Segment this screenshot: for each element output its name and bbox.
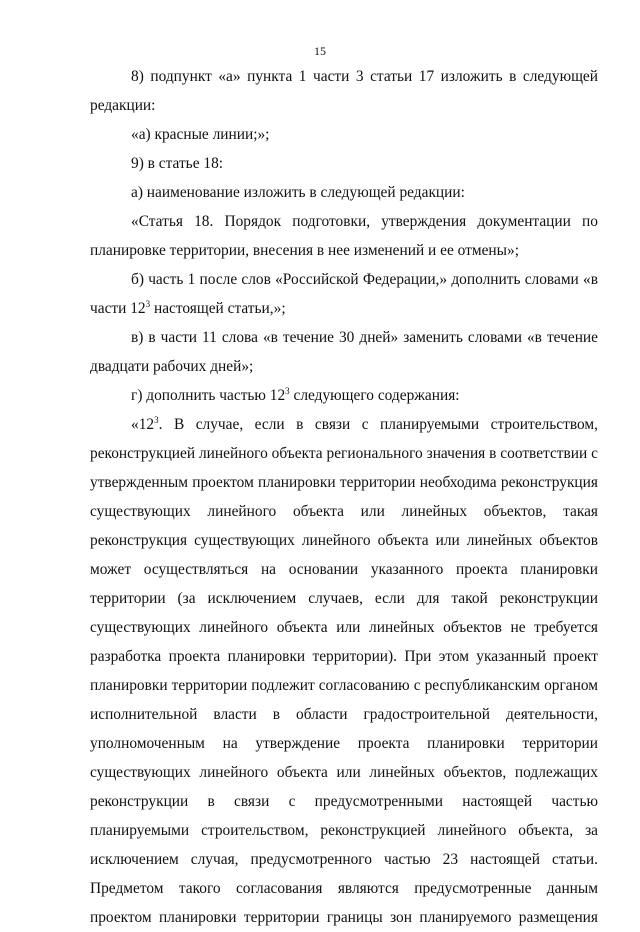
text-segment: настоящей статьи,»; bbox=[150, 300, 286, 317]
paragraph-item-8 bbox=[90, 62, 598, 120]
paragraph-line: территории (за исключением случаев, если для такой реконструкции bbox=[90, 590, 598, 607]
paragraph-line: двадцати рабочих дней»; bbox=[90, 358, 254, 375]
text-segment: части 12 bbox=[90, 300, 146, 317]
paragraph-line: планируемыми строительством, реконструкцией линейного объекта, за bbox=[90, 822, 598, 839]
paragraph-line: реконструкцией линейного объекта регионального значения в соответствии с bbox=[90, 445, 598, 462]
paragraph-line: Предметом такого согласования являются предусмотренные данным bbox=[90, 880, 598, 897]
paragraph-line: существующих линейного объекта или линейных объектов, подлежащих bbox=[90, 764, 598, 781]
paragraph-item-g bbox=[90, 381, 598, 410]
article-title-quote bbox=[90, 207, 598, 265]
paragraph-item-9a: а) наименование изложить в следующей редакции: bbox=[131, 184, 465, 201]
paragraph-line: «Статья 18. Порядок подготовки, утверждения документации по bbox=[131, 213, 598, 230]
paragraph-item-v bbox=[90, 323, 598, 381]
text-segment: г) дополнить частью 12 bbox=[131, 387, 286, 404]
text-segment: следующего содержания: bbox=[289, 387, 460, 404]
paragraph-line: проектом планировки территории границы зон планируемого размещения bbox=[90, 909, 598, 926]
paragraph-line: утвержденным проектом планировки территории необходима реконструкция bbox=[90, 474, 598, 491]
paragraph-line: существующих линейного объекта или линейных объектов, такая bbox=[90, 503, 598, 520]
paragraph-item-8a: «а) красные линии;»; bbox=[131, 126, 270, 143]
quoted-part-12-3 bbox=[90, 410, 598, 932]
paragraph-line: разработка проекта планировки территории). При этом указанный проект bbox=[90, 648, 598, 665]
paragraph-item-9: 9) в статье 18: bbox=[131, 155, 224, 172]
text-segment: «12 bbox=[131, 416, 155, 433]
paragraph-line: в) в части 11 слова «в течение 30 дней» заменить словами «в течение bbox=[131, 329, 598, 346]
paragraph-line: планировки территории подлежит согласованию с республиканским органом bbox=[90, 677, 598, 694]
paragraph-line: реконструкция существующих линейного объекта или линейных объектов bbox=[90, 532, 598, 549]
paragraph-line: уполномоченным на утверждение проекта планировки территории bbox=[90, 735, 598, 752]
text-segment: . В случае, если в связи с планируемыми строительством, bbox=[158, 416, 598, 433]
paragraph-line: 8) подпункт «а» пункта 1 части 3 статьи 17 изложить в следующей bbox=[131, 68, 598, 85]
paragraph-line: может осуществляться на основании указанного проекта планировки bbox=[90, 561, 598, 578]
document-body bbox=[90, 62, 598, 932]
paragraph-line: существующих линейного объекта или линейных объектов не требуется bbox=[90, 619, 598, 636]
paragraph-line: исключением случая, предусмотренного частью 23 настоящей статьи. bbox=[90, 851, 598, 868]
paragraph-item-b bbox=[90, 265, 598, 323]
paragraph-line bbox=[90, 410, 598, 439]
paragraph-line: редакции: bbox=[90, 97, 156, 114]
superscript: 3 bbox=[154, 415, 159, 425]
paragraph-line: реконструкции в связи с предусмотренными настоящей частью bbox=[90, 793, 598, 810]
superscript: 3 bbox=[145, 299, 151, 309]
paragraph-line: исполнительной власти в области градостроительной деятельности, bbox=[90, 706, 598, 723]
paragraph-line bbox=[90, 294, 598, 323]
page-number: 15 bbox=[314, 44, 326, 58]
paragraph-line: б) часть 1 после слов «Российской Федерации,» дополнить словами «в bbox=[131, 271, 598, 288]
paragraph-line: планировке территории, внесения в нее изменений и ее отмены»; bbox=[90, 242, 519, 259]
superscript: 3 bbox=[285, 386, 290, 396]
